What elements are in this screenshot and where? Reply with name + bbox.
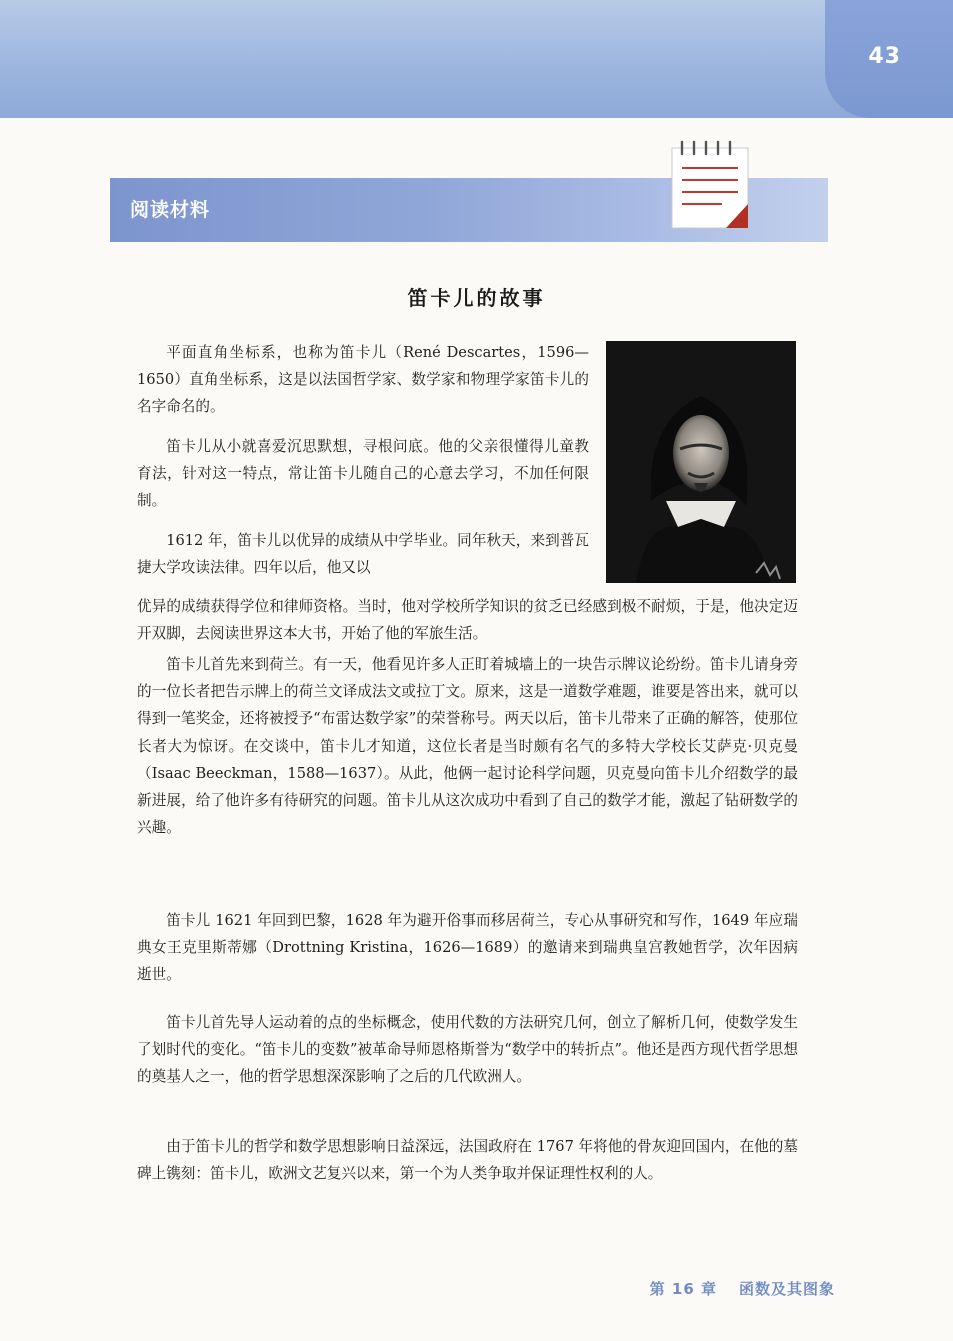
section-label: 阅读材料 [130, 199, 211, 221]
paragraph-paris-sweden: 笛卡儿 1621 年回到巴黎，1628 年为避开俗事而移居荷兰，专心从事研究和写作，1649 年应瑞典女王克里斯蒂娜（Drottning Kristina，1626—1689）的邀请来到瑞典皇宫教她哲学，次年因病逝世。 [137, 912, 798, 984]
page-number-tab [825, 0, 953, 118]
paragraph-holland: 笛卡儿首先来到荷兰。有一天，他看见许多人正盯着城墙上的一块告示牌议论纷纷。笛卡儿请身旁的一位长者把告示牌上的荷兰文译成法文或拉丁文。原来，这是一道数学难题，谁要是答出来，就可以得到一笔奖金，还将被授予“布雷达数学家”的荣誉称号。两天以后，笛卡儿带来了正确的解答，使那位长者大为惊讶。在交谈中，笛卡儿才知道，这位长者是当时颇有名气的多特大学校长艾萨克·贝克曼（Isaac Beeckman，1588—1637）。从此，他俩一起讨论科学问题，贝克曼向笛卡儿介绍数学的最新进展，给了他许多有待研究的问题。笛卡儿从这次成功中看到了自己的数学才能，激起了钻研数学的兴趣。 [137, 656, 798, 837]
chapter-title: 函数及其图象 [738, 1280, 835, 1298]
paragraph-childhood: 笛卡儿从小就喜爱沉思默想，寻根问底。他的父亲很懂得儿童教育法，针对这一特点，常让笛卡儿随自己的心意去学习，不加任何限制。 [137, 438, 589, 510]
descartes-portrait [606, 341, 796, 583]
chapter-footer [650, 1278, 835, 1299]
chapter-number: 第 16 章 [649, 1280, 717, 1298]
paragraph-analytic-geometry: 笛卡儿首先导人运动着的点的坐标概念，使用代数的方法研究几何，创立了解析几何，使数学发生了划时代的变化。“笛卡儿的变数”被革命导师恩格斯誉为“数学中的转折点”。他还是西方现代哲学思想的奠基人之一，他的哲学思想深深影响了之后的几代欧洲人。 [137, 1014, 798, 1086]
paragraph-education-continued: 优异的成绩获得学位和律师资格。当时，他对学校所学知识的贫乏已经感到极不耐烦，于是，他决定迈开双脚，去阅读世界这本大书，开始了他的军旅生活。 [137, 598, 798, 643]
paragraph-intro: 平面直角坐标系，也称为笛卡儿（René Descartes，1596—1650）直角坐标系，这是以法国哲学家、数学家和物理学家笛卡儿的名字命名的。 [137, 344, 589, 416]
header-band [0, 0, 953, 118]
notepad-icon [666, 138, 756, 234]
story-title: 笛卡儿的故事 [407, 286, 546, 310]
page-number: 43 [868, 44, 901, 69]
paragraph-education: 1612 年，笛卡儿以优异的成绩从中学毕业。同年秋天，来到普瓦捷大学攻读法律。四年以后，他又以 [137, 532, 590, 577]
paragraph-legacy: 由于笛卡儿的哲学和数学思想影响日益深远，法国政府在 1767 年将他的骨灰迎回国内，在他的墓碑上镌刻：笛卡儿，欧洲文艺复兴以来，第一个为人类争取并保证理性权利的人。 [137, 1138, 798, 1183]
